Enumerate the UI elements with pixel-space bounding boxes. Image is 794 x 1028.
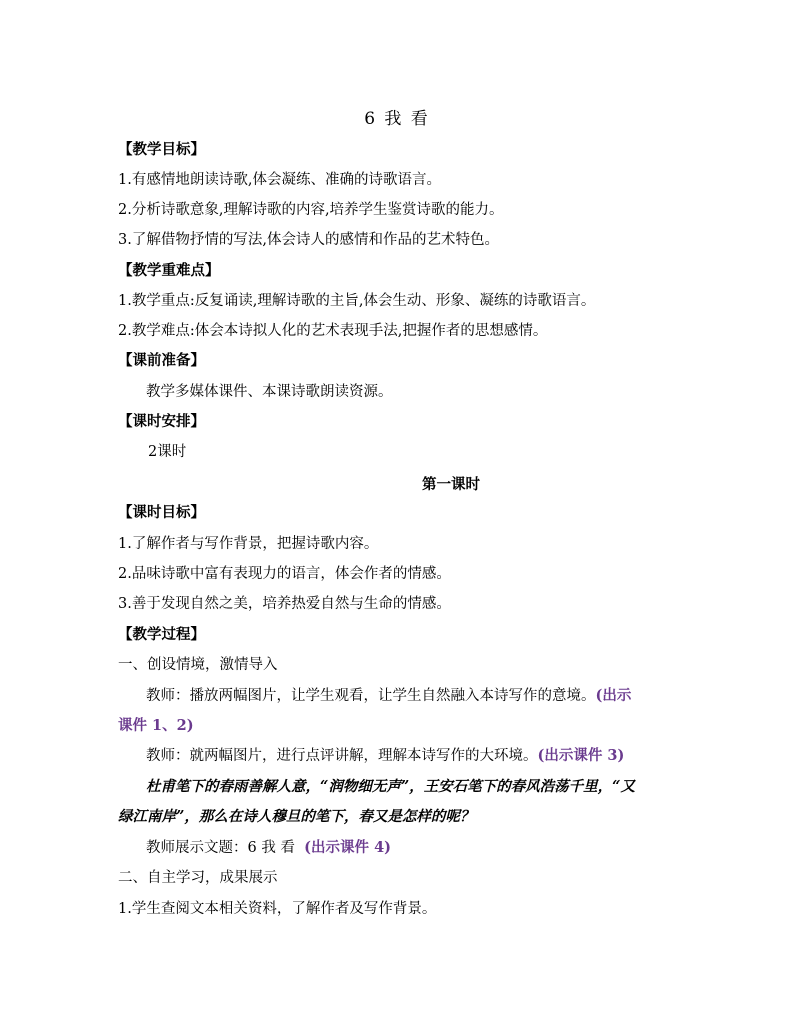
preparation-text: 教学多媒体课件、本课诗歌朗读资源。 [146, 384, 393, 400]
courseware-note-1a: (出示 [595, 687, 632, 704]
section-two-heading: 二、自主学习，成果展示 [118, 870, 278, 886]
courseware-note-4: (出示课件 4) [304, 839, 392, 856]
goal-item-3: 3.了解借物抒情的写法,体会诗人的感情和作品的艺术特色。 [118, 232, 499, 248]
paragraph-4 [146, 838, 391, 858]
heading-lesson-goals: 【课时目标】 [118, 504, 205, 521]
section-two-item-1: 1.学生查阅文本相关资料，了解作者及写作背景。 [118, 901, 437, 917]
paragraph-1 [146, 686, 631, 706]
schedule-text: 2课时 [148, 444, 187, 460]
goal-item-2: 2.分析诗歌意象,理解诗歌的内容,培养学生鉴赏诗歌的能力。 [118, 202, 504, 218]
paragraph-3-line-1: 杜甫笔下的春雨善解人意，“润物细无声”，王安石笔下的春风浩荡千里，“又 [146, 778, 636, 795]
lesson-one-heading: 第一课时 [422, 476, 480, 493]
paragraph-2 [146, 746, 624, 766]
key-point-2: 2.教学难点:体会本诗拟人化的艺术表现手法,把握作者的思想感情。 [118, 323, 548, 339]
document-title: 6 我 看 [364, 109, 430, 129]
paragraph-1-text: 教师：播放两幅图片，让学生观看，让学生自然融入本诗写作的意境。 [146, 688, 596, 704]
heading-schedule: 【课时安排】 [118, 413, 205, 430]
lesson-goal-1: 1.了解作者与写作背景，把握诗歌内容。 [118, 536, 379, 552]
courseware-note-1b: 课件 1、2) [118, 717, 194, 734]
paragraph-3-line-2: 绿江南岸”，那么在诗人穆旦的笔下，春又是怎样的呢？ [118, 808, 475, 825]
section-one-heading: 一、创设情境，激情导入 [118, 657, 278, 673]
lesson-goal-3: 3.善于发现自然之美，培养热爱自然与生命的情感。 [118, 596, 451, 612]
paragraph-2-text: 教师：就两幅图片，进行点评讲解，理解本诗写作的大环境。 [146, 748, 538, 764]
key-point-1: 1.教学重点:反复诵读,理解诗歌的主旨,体会生动、形象、凝练的诗歌语言。 [118, 293, 596, 309]
courseware-note-2: (出示课件 3) [537, 747, 625, 764]
heading-preparation: 【课前准备】 [118, 352, 205, 369]
goal-item-1: 1.有感情地朗读诗歌,体会凝练、准确的诗歌语言。 [118, 172, 441, 188]
heading-teaching-goals: 【教学目标】 [118, 141, 205, 158]
paragraph-4-text: 教师展示文题：6 我 看 [146, 840, 295, 856]
heading-teaching-process: 【教学过程】 [118, 626, 205, 643]
lesson-goal-2: 2.品味诗歌中富有表现力的语言，体会作者的情感。 [118, 566, 451, 582]
heading-key-points: 【教学重难点】 [118, 262, 220, 279]
